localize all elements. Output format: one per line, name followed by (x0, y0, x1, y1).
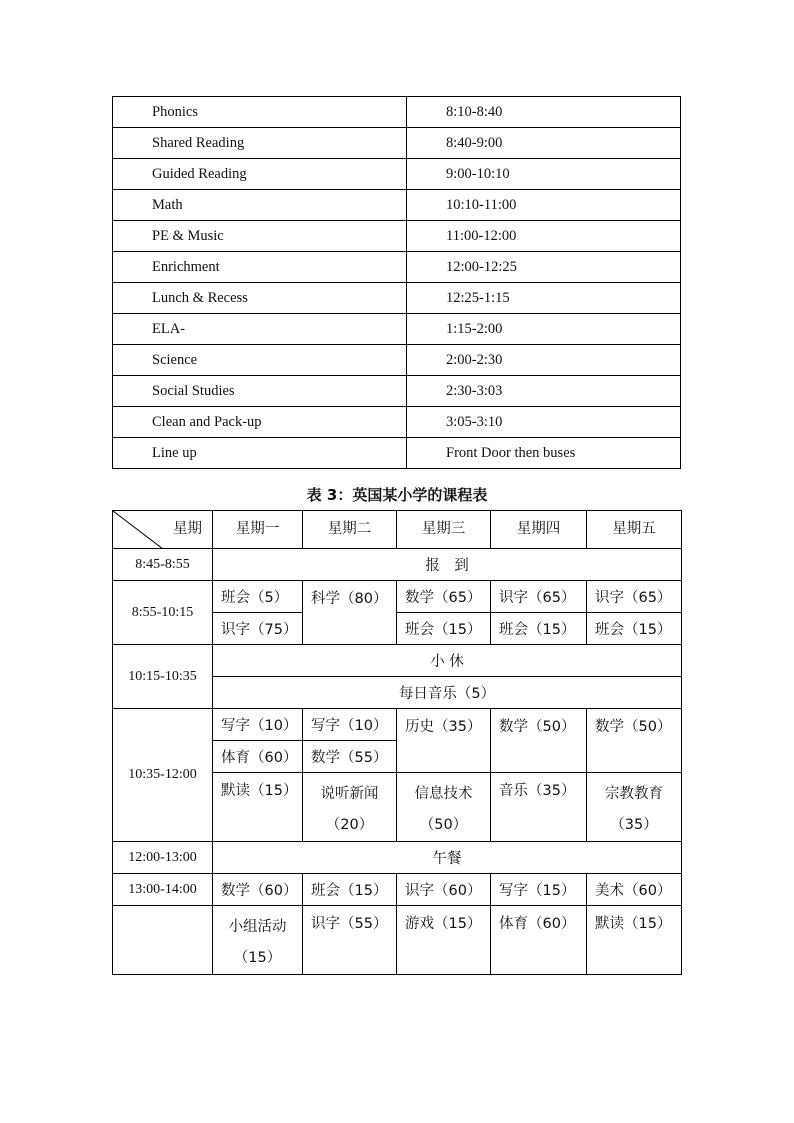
lesson-cell: 写字（10） (213, 709, 303, 741)
activity-cell: Science (113, 345, 407, 376)
lesson-cell: 数学（60） (213, 874, 303, 906)
time-cell: 11:00-12:00 (407, 221, 681, 252)
lesson-minutes: （15） (233, 950, 282, 966)
schedule-row (113, 221, 681, 252)
time-cell: 1:15-2:00 (407, 314, 681, 345)
registration-cell: 报 到 (213, 549, 682, 581)
day-header-tue: 星期二 (303, 511, 397, 549)
timetable-row (113, 645, 682, 677)
lesson-cell: 班会（15） (303, 874, 397, 906)
schedule-row (113, 283, 681, 314)
time-cell: 10:35-12:00 (113, 709, 213, 842)
schedule-row (113, 407, 681, 438)
header-row (113, 511, 682, 549)
lesson-cell: 写字（10） (303, 709, 397, 741)
lesson-name: 信息技术 (414, 786, 473, 802)
lesson-minutes: （20） (325, 817, 374, 833)
lesson-cell: 历史（35） (397, 709, 491, 773)
activity-cell: ELA- (113, 314, 407, 345)
daily-schedule-body (113, 97, 681, 469)
activity-cell: Line up (113, 438, 407, 469)
time-cell: 8:10-8:40 (407, 97, 681, 128)
timetable-row (113, 874, 682, 906)
lesson-cell: 班会（15） (587, 613, 682, 645)
lesson-cell: 班会（15） (397, 613, 491, 645)
activity-cell: Shared Reading (113, 128, 407, 159)
lesson-name: 宗教教育 (605, 786, 663, 802)
corner-weekday-label: 星期 (173, 521, 202, 537)
time-cell: 12:00-13:00 (113, 842, 213, 874)
activity-cell: Guided Reading (113, 159, 407, 190)
time-cell: 8:55-10:15 (113, 581, 213, 645)
activity-cell: PE & Music (113, 221, 407, 252)
time-cell (113, 906, 213, 975)
lesson-cell: 美术（60） (587, 874, 682, 906)
activity-cell: Enrichment (113, 252, 407, 283)
table-caption: 表 3：英国某小学的课程表 (306, 486, 488, 504)
lesson-cell: 识字（65） (491, 581, 587, 613)
schedule-row (113, 128, 681, 159)
schedule-row (113, 97, 681, 128)
lesson-name: 说听新闻 (320, 786, 379, 802)
time-cell: 8:40-9:00 (407, 128, 681, 159)
lesson-cell: 数学（65） (397, 581, 491, 613)
lesson-cell: 体育（60） (213, 741, 303, 773)
schedule-row (113, 376, 681, 407)
lesson-cell (397, 773, 491, 842)
time-cell: Front Door then buses (407, 438, 681, 469)
activity-cell: Math (113, 190, 407, 221)
schedule-row (113, 314, 681, 345)
time-cell: 10:10-11:00 (407, 190, 681, 221)
time-cell: 2:00-2:30 (407, 345, 681, 376)
time-cell: 12:25-1:15 (407, 283, 681, 314)
time-cell: 9:00-10:10 (407, 159, 681, 190)
timetable-row (113, 549, 682, 581)
activity-cell: Clean and Pack-up (113, 407, 407, 438)
time-cell: 10:15-10:35 (113, 645, 213, 709)
timetable-row (113, 842, 682, 874)
schedule-row (113, 159, 681, 190)
corner-header-cell (113, 511, 213, 549)
weekly-timetable (112, 510, 682, 975)
lesson-cell (213, 906, 303, 975)
lesson-cell: 数学（50） (587, 709, 682, 773)
lesson-cell (587, 773, 682, 842)
lesson-cell: 班会（15） (491, 613, 587, 645)
schedule-row (113, 438, 681, 469)
time-cell: 13:00-14:00 (113, 874, 213, 906)
lesson-cell: 体育（60） (491, 906, 587, 975)
schedule-row (113, 252, 681, 283)
activity-cell: Lunch & Recess (113, 283, 407, 314)
lesson-cell: 音乐（35） (491, 773, 587, 842)
schedule-row (113, 345, 681, 376)
day-header-thu: 星期四 (491, 511, 587, 549)
timetable-row (113, 709, 682, 741)
schedule-row (113, 190, 681, 221)
lesson-cell: 识字（60） (397, 874, 491, 906)
lesson-cell: 游戏（15） (397, 906, 491, 975)
music-cell: 每日音乐（5） (213, 677, 682, 709)
time-cell: 8:45-8:55 (113, 549, 213, 581)
day-header-fri: 星期五 (587, 511, 682, 549)
time-cell: 2:30-3:03 (407, 376, 681, 407)
day-header-wed: 星期三 (397, 511, 491, 549)
lunch-cell: 午餐 (213, 842, 682, 874)
lesson-minutes: （35） (610, 817, 658, 833)
time-cell: 12:00-12:25 (407, 252, 681, 283)
timetable-row (113, 581, 682, 613)
lesson-cell (303, 773, 397, 842)
day-header-mon: 星期一 (213, 511, 303, 549)
activity-cell: Social Studies (113, 376, 407, 407)
lesson-cell: 班会（5） (213, 581, 303, 613)
lesson-cell: 识字（65） (587, 581, 682, 613)
lesson-name: 小组活动 (228, 919, 287, 935)
lesson-cell: 写字（15） (491, 874, 587, 906)
daily-schedule-table (112, 96, 681, 469)
break-cell: 小 休 (213, 645, 682, 677)
lesson-cell: 科学（80） (303, 581, 397, 645)
lesson-cell: 默读（15） (213, 773, 303, 842)
lesson-cell: 默读（15） (587, 906, 682, 975)
time-cell: 3:05-3:10 (407, 407, 681, 438)
lesson-cell: 数学（50） (491, 709, 587, 773)
lesson-minutes: （50） (419, 817, 468, 833)
activity-cell: Phonics (113, 97, 407, 128)
timetable-row (113, 906, 682, 975)
lesson-cell: 数学（55） (303, 741, 397, 773)
lesson-cell: 识字（75） (213, 613, 303, 645)
lesson-cell: 识字（55） (303, 906, 397, 975)
